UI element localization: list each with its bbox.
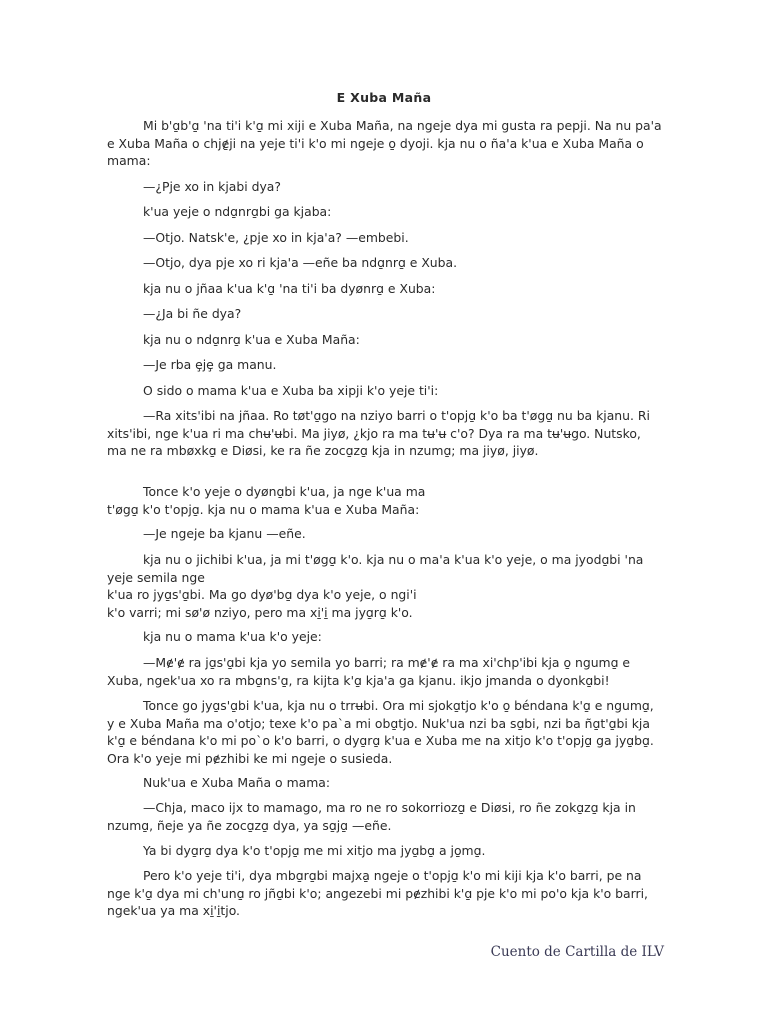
paragraph-13: —Je ngeje ba kjanu —eñe. — [143, 526, 306, 541]
paragraph-14-line-3: k'ua ro jyɑ̱s'ɑ̱bi. Ma go dyø'bɑ̱ dya k'o yeje, o ngi'i — [107, 587, 417, 602]
paragraph-19: —Chja, maco ijx to mamago, ma ro ne ro sokorriozɑ̱ e Diøsi, ro ñe zokɑ̱zɑ̱ kja in nzumɑ̱, ñeje ya ñe zocɑ̱zɑ̱ dya, ya sɑ̱jɑ̱ —eñe. — [107, 800, 636, 833]
paragraph-14 — [107, 551, 663, 621]
footer-credit: Cuento de Cartilla de ILV — [490, 944, 664, 960]
paragraph-18: Nuk'ua e Xuba Maña o mama: — [143, 775, 331, 790]
paragraph-1: Mi b'ɑ̱b'ɑ̱ 'na ti'i k'ɑ̱ mi xiji e Xuba Maña, na ngeje dya mi gusta ra pepji. Na nu pa'a e Xuba Maña o chjɇ̱ji na yeje ti'i k'o mi ngeje o̱ dyoji. kja nu o ña'a k'ua e Xuba Maña o mama: — [107, 118, 662, 168]
paragraph-5: —Otjo, dya pje xo ri kja'a —eñe ba ndɑ̱nrɑ̱ e Xuba. — [143, 255, 458, 270]
paragraph-7: —¿Ja bi ñe dya? — [143, 306, 242, 321]
paragraph-11: —Ra xits'ibi na jñaa. Ro tøt'ɑ̱go na nziyo barri o t'opjɑ̱ k'o ba t'øgɑ̱ nu ba kjanu. Ri xits'ibi, nge k'ua ri ma chʉ'ʉbi. Ma jiyø, ¿kjo ra ma tʉ'ʉ c'o? Dya ra ma tʉ'ʉgo. Nutsko, ma ne ra mbøxkɑ̱ e Diøsi, ke ra ñe zocɑ̱zɑ̱ kja in nzumɑ̱; ma jiyø, jiyø. — [107, 408, 650, 458]
paragraph-21: Pero k'o yeje ti'i, dya mbɑ̱rɑ̱bi majxa̱ ngeje o t'opjɑ̱ k'o mi kiji kja k'o barri, pe na nge k'ɑ̱ dya mi ch'unɑ̱ ro jñɑ̱bi k'o; angezebi mi pɇzhibi k'ɑ̱ pje k'o mi po'o kja k'o barri, ngek'ua ya ma xi̱'i̱tjo. — [107, 868, 648, 918]
paragraph-4: —Otjo. Natsk'e, ¿pje xo in kja'a? —embebi. — [143, 230, 409, 245]
paragraph-16: —Mɇ'ɇ ra jɑ̱s'ɑ̱bi kja yo semila yo barri; ra mɇ'ɇ ra ma xi'chp'ibi kja o̱ ngumɑ̱ e Xuba, ngek'ua xo ra mbɑ̱ns'ɑ̱, ra kijta k'ɑ̱ kja'a ga kjanu. ikjo jmanda o dyonkɑ̱bi! — [107, 655, 631, 688]
paragraph-12-line-1: Tonce k'o yeje o dyønɑ̱bi k'ua, ja nge k'ua ma — [143, 484, 426, 499]
paragraph-10: O sido o mama k'ua e Xuba ba xipji k'o yeje ti'i: — [143, 383, 439, 398]
paragraph-14-line-4: k'o varri; mi sø'ø nziyo, pero ma xi̱'i̱ ma jyɑ̱rɑ̱ k'o. — [107, 604, 413, 620]
paragraph-6: kja nu o jñaa k'ua k'ɑ̱ 'na ti'i ba dyønrɑ̱ e Xuba: — [143, 281, 436, 296]
paragraph-14-line-1: kja nu o jichibi k'ua, ja mi t'øgɑ̱ k'o. kja nu o ma'a k'ua k'o yeje, o ma jyodɑ̱bi 'na — [143, 552, 644, 567]
paragraph-14-line-2: yeje semila nge — [107, 569, 205, 585]
paragraph-3: k'ua yeje o ndɑ̱nrɑ̱bi ga kjaba: — [143, 204, 332, 219]
paragraph-9: —Je rba ȩjȩ ga manu. — [143, 357, 277, 372]
paragraph-12 — [107, 483, 663, 518]
paragraph-2: —¿Pje xo in kjabi dya? — [143, 179, 281, 194]
paragraph-17: Tonce go jyɑ̱s'ɑ̱bi k'ua, kja nu o trrʉbi. Ora mi sjokɑ̱tjo k'o o̱ béndana k'ɑ̱ e ngumɑ̱, y e Xuba Maña ma o'otjo; texe k'o pa`a mi obɑ̱tjo. Nuk'ua nzi ba sɑ̱bi, nzi ba ñɑ̱t'ɑ̱bi kja k'ɑ̱ e béndana k'o mi po`o k'o barri, o dyɑ̱rɑ̱ k'ua e Xuba me na xitjo k'o t'opjɑ̱ ga jyɑ̱bɑ̱. Ora k'o yeje mi pɇzhibi ke mi ngeje o susieda. — [107, 698, 654, 766]
paragraph-8: kja nu o ndɑ̱nrɑ̱ k'ua e Xuba Maña: — [143, 332, 360, 347]
paragraph-12-line-2: t'øgɑ̱ k'o t'opjɑ̱. kja nu o mama k'ua e Xuba Maña: — [107, 501, 420, 517]
paragraph-15: kja nu o mama k'ua k'o yeje: — [143, 629, 322, 644]
paragraph-20: Ya bi dyɑ̱rɑ̱ dya k'o t'opjɑ̱ me mi xitjo ma jyɑ̱bɑ̱ a jo̱mɑ̱. — [143, 843, 486, 858]
page-title: E Xuba Maña — [336, 90, 432, 105]
